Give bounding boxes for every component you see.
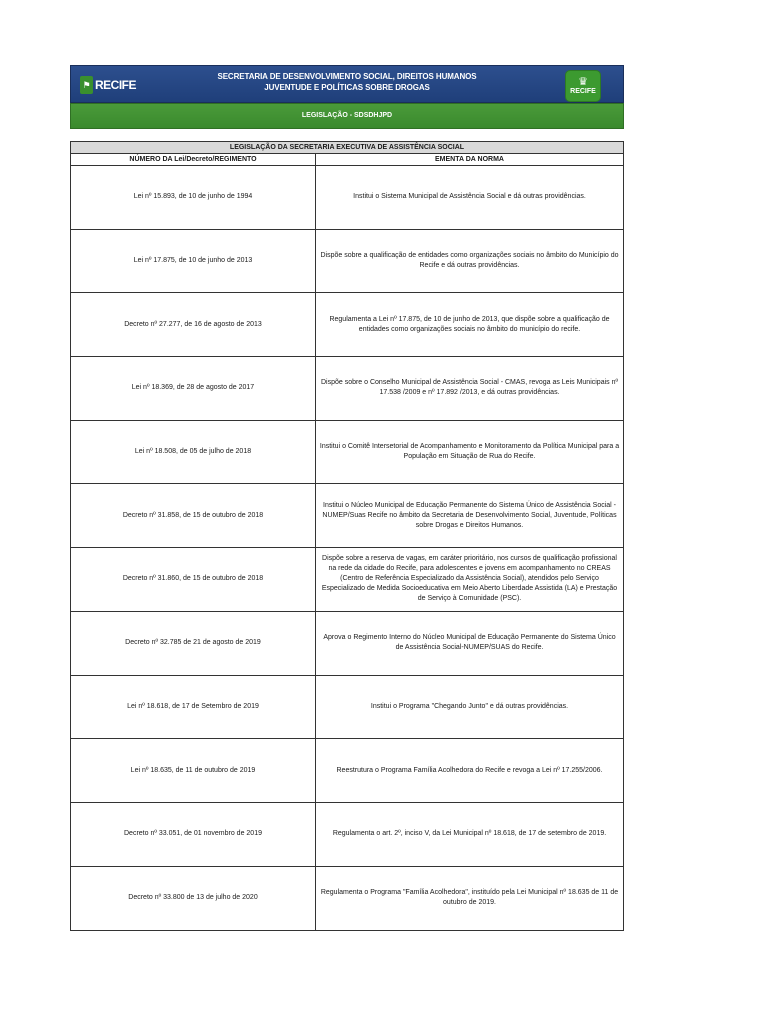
- norm-number: Decreto nº 33.051, de 01 novembro de 2019: [71, 803, 316, 866]
- norm-summary: Institui o Núcleo Municipal de Educação Permanente do Sistema Único de Assistência Social - NUMEP/Suas Recife no âmbito da Secretaria de Desenvolvimento Social, Juventude, Políticas sobre Drogas e Direitos Humanos.: [322, 501, 617, 529]
- table-row: [71, 484, 623, 548]
- norm-number: Lei nº 17.875, de 10 de junho de 2013: [71, 230, 316, 293]
- norm-summary: Reestrutura o Programa Família Acolhedora do Recife e revoga a Lei nº 17.255/2006.: [336, 766, 603, 774]
- page-header: [70, 65, 624, 103]
- title-line-1: SECRETARIA DE DESENVOLVIMENTO SOCIAL, DIREITOS HUMANOS: [217, 72, 477, 81]
- norm-number: Decreto nº 31.860, de 15 de outubro de 2018: [71, 548, 316, 611]
- column-header-summary: EMENTA DA NORMA: [435, 156, 504, 163]
- column-header-number: NÚMERO DA Lei/Decreto/REGIMENTO: [71, 154, 316, 165]
- table-row: [71, 230, 623, 294]
- norm-number: Lei nº 18.618, de 17 de Setembro de 2019: [71, 676, 316, 739]
- logo-left-word: RECIFE: [94, 78, 136, 92]
- norm-summary: Aprova o Regimento Interno do Núcleo Municipal de Educação Permanente do Sistema Único de Assistência Social-NUMEP/SUAS do Recife.: [323, 634, 616, 652]
- norm-summary: Institui o Sistema Municipal de Assistência Social e dá outras providências.: [353, 193, 586, 201]
- norm-number: Decreto nº 31.858, de 15 de outubro de 2018: [71, 484, 316, 547]
- norm-number: Lei nº 18.635, de 11 de outubro de 2019: [71, 739, 316, 802]
- table-header-row: [71, 154, 623, 166]
- norm-summary: Regulamenta o Programa "Família Acolhedora", instituído pela Lei Municipal nº 18.635 de 11 de outubro de 2019.: [320, 889, 619, 907]
- norm-summary: Regulamenta a Lei nº 17.875, de 10 de junho de 2013, que dispõe sobre a qualificação de entidades como organizações sociais no âmbito do município do recife.: [329, 315, 610, 333]
- norm-summary: Institui o Comitê Intersetorial de Acompanhamento e Monitoramento da Política Municipal para a População em Situação de Rua do Recife.: [319, 443, 620, 461]
- norm-summary: Institui o Programa "Chegando Junto" e dá outras providências.: [370, 702, 569, 710]
- norm-number: Decreto nº 33.800 de 13 de julho de 2020: [71, 867, 316, 931]
- page-title: [191, 71, 503, 93]
- table-row: [71, 676, 623, 740]
- table-row: [71, 739, 623, 803]
- table-row: [71, 421, 623, 485]
- norm-summary: Regulamenta o art. 2º, inciso V, da Lei Municipal nº 18.618, de 17 de setembro de 2019.: [332, 830, 607, 838]
- recife-logo-right: [565, 70, 601, 102]
- table-row: [71, 548, 623, 612]
- table-row: [71, 867, 623, 931]
- table-row: [71, 166, 623, 230]
- norm-number: Decreto nº 32.785 de 21 de agosto de 2019: [71, 612, 316, 675]
- table-row: [71, 357, 623, 421]
- city-crest-icon: ♛: [578, 75, 588, 88]
- recife-logo-left: [80, 74, 136, 96]
- norm-summary: Dispõe sobre a qualificação de entidades como organizações sociais no âmbito do Município do Recife e dá outras providências.: [320, 252, 619, 270]
- table-row: [71, 612, 623, 676]
- table-title: LEGISLAÇÃO DA SECRETARIA EXECUTIVA DE ASSISTÊNCIA SOCIAL: [71, 142, 623, 154]
- legislation-table: [70, 141, 624, 931]
- city-crest-icon: ⚑: [80, 76, 93, 94]
- norm-number: Lei nº 18.369, de 28 de agosto de 2017: [71, 357, 316, 420]
- norm-number: Decreto nº 27.277, de 16 de agosto de 2013: [71, 293, 316, 356]
- norm-number: Lei nº 18.508, de 05 de julho de 2018: [71, 421, 316, 484]
- norm-summary: Dispõe sobre a reserva de vagas, em caráter prioritário, nos cursos de qualificação profissional na rede da cidade do Recife, para adolescentes e jovens em acompanhamento no CREAS (Centro de Referência Especializado da Assistência Social), atendidos pelo Serviço Especializado de Medida Socioeducativa em Meio Aberto Liberdade Assistida (LA) e Prestação de Serviço à Comunidade (PSC).: [321, 555, 618, 603]
- table-row: [71, 293, 623, 357]
- norm-summary: Dispõe sobre o Conselho Municipal de Assistência Social - CMAS, revoga as Leis Municipais nº 17.538 /2009 e nº 17.892 /2013, e dá outras providências.: [320, 379, 619, 397]
- norm-number: Lei nº 15.893, de 10 de junho de 1994: [71, 166, 316, 229]
- table-row: [71, 803, 623, 867]
- section-subtitle: LEGISLAÇÃO - SDSDHJPD: [70, 103, 624, 129]
- table-body: [71, 166, 623, 930]
- logo-right-word: RECIFE: [570, 87, 596, 95]
- title-line-2: JUVENTUDE E POLÍTICAS SOBRE DROGAS: [264, 83, 430, 92]
